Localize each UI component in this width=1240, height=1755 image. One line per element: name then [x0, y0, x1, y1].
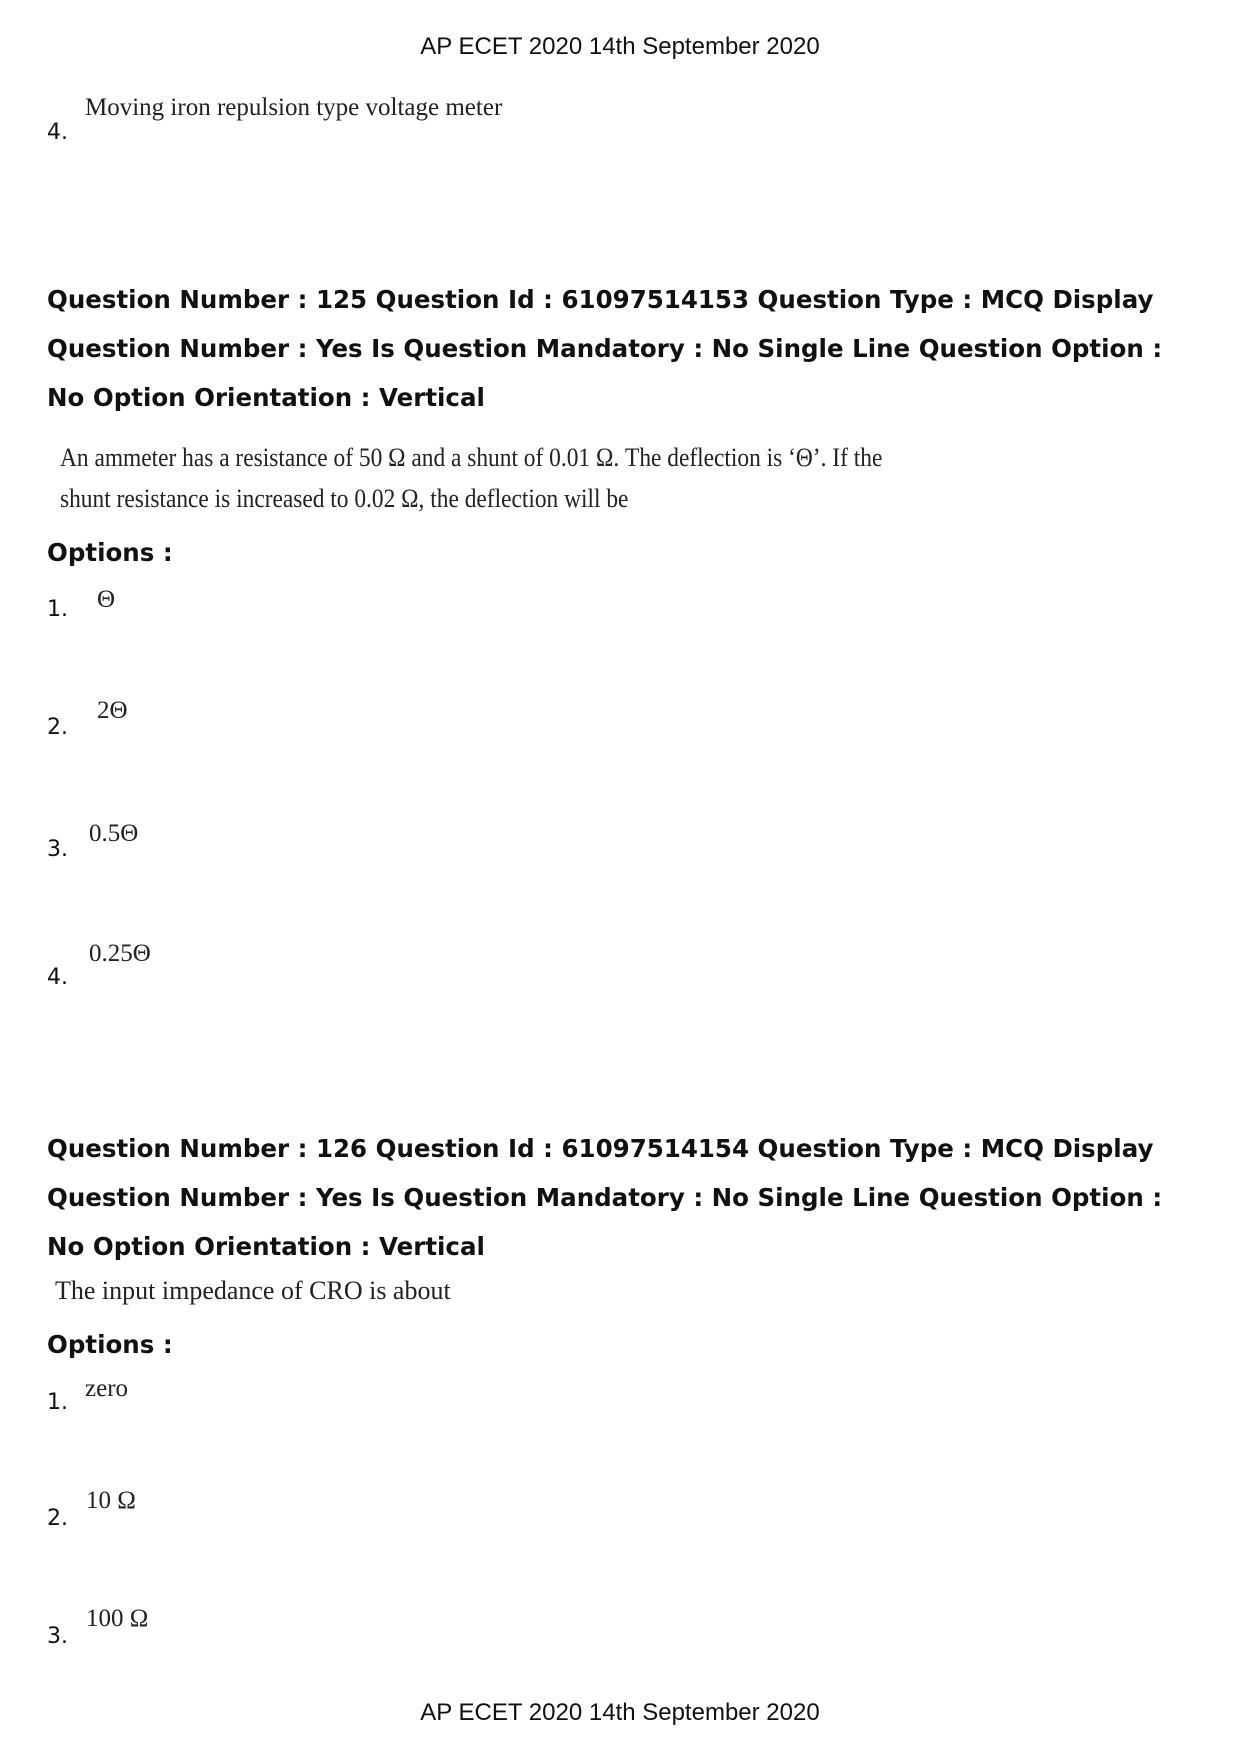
option-text: 0.5Θ — [89, 820, 139, 847]
option-text: Θ — [97, 586, 116, 613]
option-text: zero — [85, 1375, 129, 1402]
option-text: 100 Ω — [86, 1605, 149, 1632]
question-text: The input impedance of CRO is about — [55, 1276, 451, 1305]
option-number: 4. — [47, 965, 68, 990]
question-text-line-2: shunt resistance is increased to 0.02 Ω, the deflection will be — [60, 484, 629, 513]
option-number: 1. — [47, 597, 68, 622]
page-header: AP ECET 2020 14th September 2020 — [420, 33, 820, 60]
option-number: 2. — [47, 1506, 68, 1531]
options-label: Options : — [47, 1330, 173, 1359]
option-number: 1. — [47, 1390, 68, 1415]
option-number: 3. — [47, 1624, 68, 1649]
options-label: Options : — [47, 538, 173, 567]
question-text — [60, 437, 974, 519]
page-footer: AP ECET 2020 14th September 2020 — [420, 1699, 820, 1726]
option-number: 3. — [47, 837, 68, 862]
option-number: 4. — [47, 120, 68, 145]
option-text: 0.25Θ — [89, 940, 151, 967]
option-number: 2. — [47, 715, 68, 740]
option-text: Moving iron repulsion type voltage meter — [85, 94, 503, 121]
question-meta: Question Number : 126 Question Id : 61097514154 Question Type : MCQ Display Question Number : Yes Is Question Mandatory : No Single Line Question Option : No Option Orientation : Vertical — [47, 1134, 1163, 1261]
option-text: 10 Ω — [86, 1487, 136, 1514]
option-text: 2Θ — [97, 697, 128, 724]
question-text-line-1: An ammeter has a resistance of 50 Ω and a shunt of 0.01 Ω. The deflection is ‘Θ’. If the — [60, 443, 883, 472]
question-meta: Question Number : 125 Question Id : 61097514153 Question Type : MCQ Display Question Number : Yes Is Question Mandatory : No Single Line Question Option : No Option Orientation : Vertical — [47, 285, 1163, 412]
